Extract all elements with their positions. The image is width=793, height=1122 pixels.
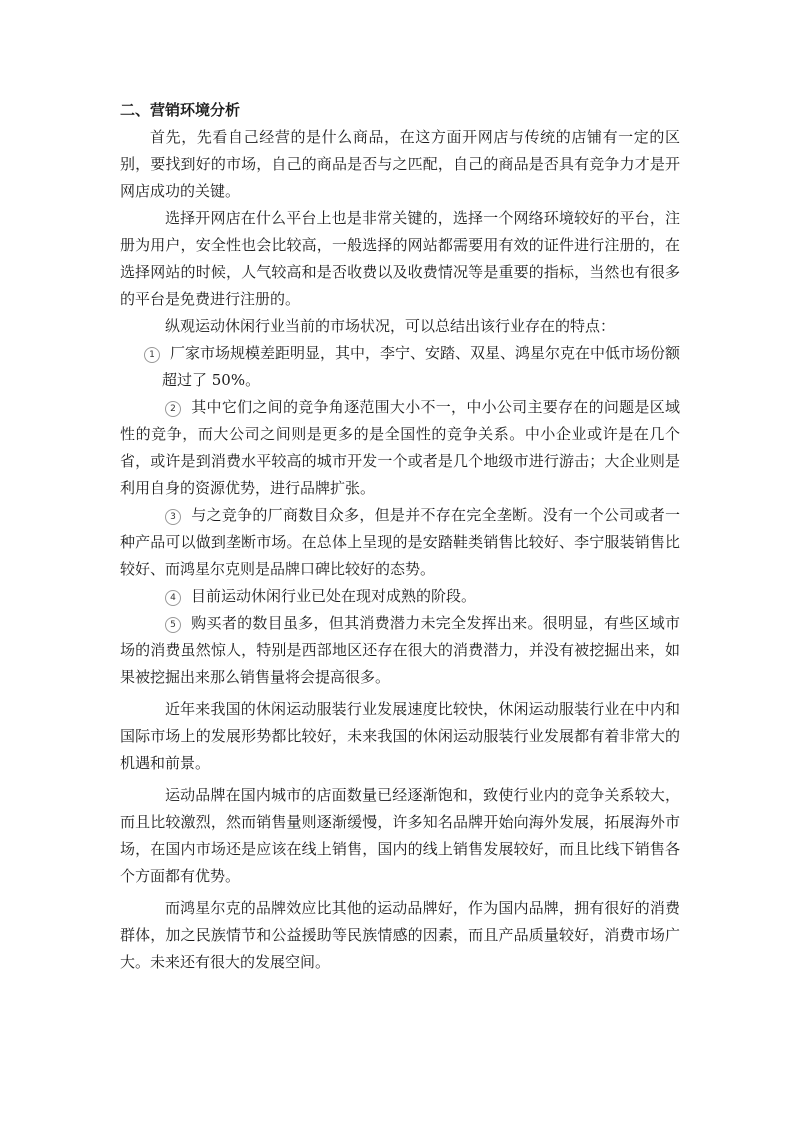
list-number-badge: 3 [165, 509, 181, 525]
section-heading: 二、营销环境分析 [120, 101, 241, 119]
list-item [120, 394, 680, 502]
paragraph-store-saturation: 运动品牌在国内城市的店面数量已经逐渐饱和，致使行业内的竞争关系较大，而且比较激烈，然而销售量则逐渐缓慢，许多知名品牌开始向海外发展，拓展海外市场，在国内市场还是应该在线上销售，国内的线上销售发展较好，而且比线下销售各个方面都有优势。 [120, 786, 680, 885]
paragraph-industry-intro: 纵观运动休闲行业当前的市场状况，可以总结出该行业存在的特点： [165, 317, 616, 335]
paragraph-domestic-industry: 近年来我国的休闲运动服装行业发展速度比较快，休闲运动服装行业在中内和国际市场上的发展形势都比较好，未来我国的休闲运动服装行业发展都有着非常大的机遇和前景。 [120, 700, 680, 772]
list-item [120, 340, 680, 394]
paragraph-brand-effect: 而鸿星尔克的品牌效应比其他的运动品牌好，作为国内品牌，拥有很好的消费群体，加之民族情节和公益援助等民族情感的因素，而且产品质量较好，消费市场广大。未来还有很大的发展空间。 [120, 899, 680, 971]
list-item [120, 502, 680, 583]
list-number-badge: 1 [144, 347, 160, 363]
paragraph-products: 首先，先看自己经营的是什么商品，在这方面开网店与传统的店铺有一定的区别，要找到好的市场，自己的商品是否与之匹配，自己的商品是否具有竞争力才是开网店成功的关键。 [120, 128, 680, 200]
list-item-text: 购买者的数目虽多，但其消费潜力未完全发挥出来。很明显，有些区域市场的消费虽然惊人，特别是西部地区还存在很大的消费潜力，并没有被挖掘出来，如果被挖掘出来那么销售量将会提高很多。 [120, 614, 680, 686]
list-number-badge: 4 [165, 590, 181, 606]
list-item [120, 583, 680, 610]
list-item [120, 610, 680, 691]
list-number-badge: 2 [165, 401, 181, 417]
list-item-text: 目前运动休闲行业已处在现对成熟的阶段。 [191, 587, 477, 605]
list-item-text: 厂家市场规模差距明显，其中，李宁、安踏、双星、鸿星尔克在中低市场份额超过了 50%。 [162, 344, 681, 389]
document-body [120, 96, 680, 976]
paragraph-platform: 选择开网店在什么平台上也是非常关键的，选择一个网络环境较好的平台，注册为用户，安全性也会比较高，一般选择的网站都需要用有效的证件进行注册的，在选择网站的时候，人气较高和是否收费以及收费情况等是重要的指标，当然也有很多的平台是免费进行注册的。 [120, 209, 680, 308]
list-item-text: 与之竞争的厂商数目众多，但是并不存在完全垄断。没有一个公司或者一种产品可以做到垄断市场。在总体上呈现的是安踏鞋类销售比较好、李宁服装销售比较好、而鸿星尔克则是品牌口碑比较好的态势。 [120, 506, 680, 578]
list-number-badge: 5 [165, 617, 181, 633]
list-item-text: 其中它们之间的竞争角逐范围大小不一，中小公司主要存在的问题是区域性的竞争，而大公司之间则是更多的是全国性的竞争关系。中小企业或许是在几个省，或许是到消费水平较高的城市开发一个或者是几个地级市进行游击；大企业则是利用自身的资源优势，进行品牌扩张。 [120, 398, 680, 497]
